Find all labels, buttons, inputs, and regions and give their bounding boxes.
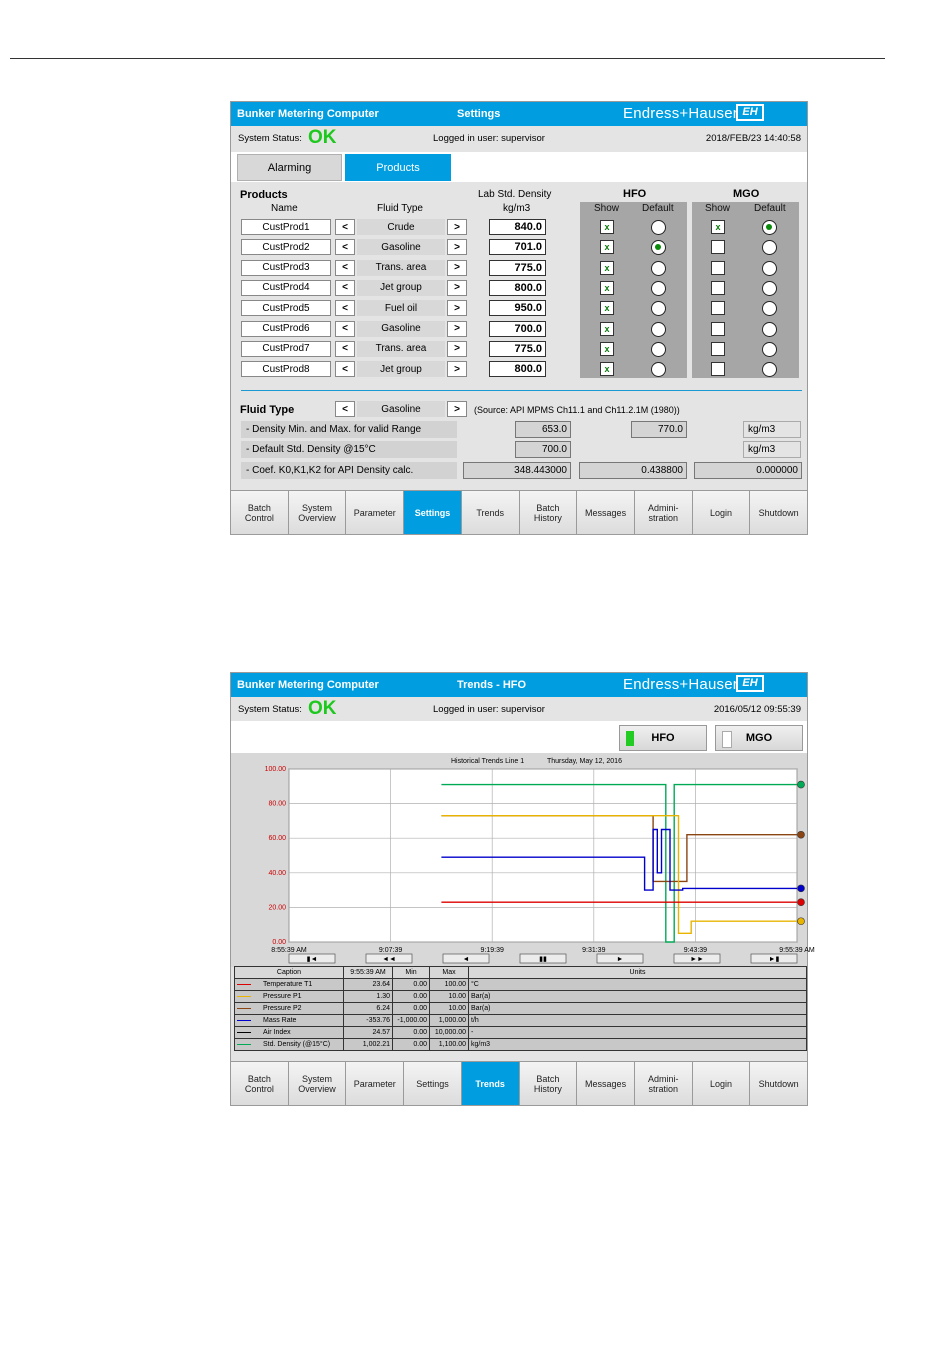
table-row — [235, 1039, 807, 1051]
default-density-unit: kg/m3 — [743, 441, 801, 458]
fluid-prev-button[interactable]: < — [335, 280, 355, 296]
product-name-field[interactable]: CustProd5 — [241, 300, 331, 316]
screen-title: Trends - HFO — [457, 679, 527, 691]
trend-min: 0.00 — [393, 1003, 430, 1015]
chart-title: Historical Trends Line 1 — [451, 758, 525, 765]
density-min-value: 653.0 — [515, 421, 571, 438]
x-tick-label: 9:07:39 — [378, 947, 403, 954]
trend-min: 0.00 — [393, 1027, 430, 1039]
playback-control-icon: ◄ — [462, 956, 470, 963]
trend-current-value: 23.64 — [344, 979, 393, 991]
coef-k1-value: 0.438800 — [579, 462, 687, 479]
fluid-type-value: Crude — [357, 219, 445, 235]
logged-in-user: Logged in user: supervisor — [433, 133, 545, 144]
lab-density-column-header: Lab Std. Density — [478, 189, 552, 200]
trend-min: -1,000.00 — [393, 1015, 430, 1027]
x-tick-label: 9:31:39 — [582, 947, 606, 954]
hfo-group-header: HFO — [623, 188, 647, 200]
series-end-marker — [798, 918, 805, 925]
min-header: Min — [393, 967, 430, 979]
max-header: Max — [430, 967, 469, 979]
default-density-label: - Default Std. Density @15°C — [241, 441, 457, 458]
hfo-default-radio[interactable] — [651, 261, 666, 276]
fluid-prev-button[interactable]: < — [335, 239, 355, 255]
nav-systemoverview-button[interactable]: System Overview — [289, 491, 347, 534]
caption-header: Caption — [235, 967, 344, 979]
series-color-swatch — [237, 1008, 251, 1009]
tab-strip — [231, 152, 807, 182]
product-name-field[interactable]: CustProd8 — [241, 361, 331, 377]
trend-max: 10,000.00 — [430, 1027, 469, 1039]
nav-administration-button[interactable]: Admini- stration — [635, 491, 693, 534]
mgo-show-checkbox[interactable] — [711, 301, 725, 315]
mgo-default-radio[interactable] — [762, 261, 777, 276]
mgo-button[interactable] — [715, 725, 803, 751]
trend-unit: Bar(a) — [469, 991, 807, 1003]
bottom-nav — [231, 1061, 807, 1105]
playback-control-icon: ▮▮ — [539, 956, 547, 963]
mgo-show-checkbox[interactable]: x — [711, 220, 725, 234]
fluid-type-value: Trans. area — [357, 260, 445, 276]
mgo-default-radio[interactable] — [762, 362, 777, 377]
playback-control-icon: ►► — [690, 956, 704, 963]
hfo-show-checkbox[interactable]: x — [600, 301, 614, 315]
eh-logo-icon: EH — [736, 104, 764, 121]
trend-current-value: 6.24 — [344, 1003, 393, 1015]
table-row — [235, 979, 807, 991]
trend-caption — [235, 1003, 344, 1015]
playback-control-icon: ▮◄ — [306, 956, 318, 963]
nav-batchhistory-button[interactable]: Batch History — [520, 1062, 578, 1105]
units-header: Units — [469, 967, 807, 979]
hfo-show-checkbox[interactable]: x — [600, 240, 614, 254]
status-label: System Status: — [238, 133, 302, 144]
hfo-button[interactable] — [619, 725, 707, 751]
series-color-swatch — [237, 1032, 251, 1033]
value-header: 9:55:39 AM — [344, 967, 393, 979]
mgo-show-checkbox[interactable] — [711, 281, 725, 295]
status-badge: OK — [308, 698, 337, 719]
trend-unit: kg/m3 — [469, 1039, 807, 1051]
app-title: Bunker Metering Computer — [237, 108, 379, 120]
fluid-next-button[interactable]: > — [447, 341, 467, 357]
fluid-next-button[interactable]: > — [447, 260, 467, 276]
density-max-value: 770.0 — [631, 421, 687, 438]
name-column-header: Name — [271, 203, 298, 214]
nav-messages-button[interactable]: Messages — [577, 1062, 635, 1105]
chart-subtitle: Thursday, May 12, 2016 — [547, 758, 622, 765]
trend-max: 10.00 — [430, 1003, 469, 1015]
table-header-row — [235, 967, 807, 979]
nav-parameter-button[interactable]: Parameter — [346, 491, 404, 534]
trend-unit: t/h — [469, 1015, 807, 1027]
trend-data-table — [234, 966, 807, 1051]
nav-administration-button[interactable]: Admini- stration — [635, 1062, 693, 1105]
trend-chart — [231, 753, 815, 967]
mgo-default-radio[interactable] — [762, 342, 777, 357]
fluid-next-button[interactable]: > — [447, 239, 467, 255]
trend-chart-area — [231, 753, 815, 967]
fluid-type-prev-button[interactable]: < — [335, 401, 355, 417]
trend-max: 1,100.00 — [430, 1039, 469, 1051]
trend-caption-text: Temperature T1 — [263, 981, 313, 988]
default-density-value: 700.0 — [515, 441, 571, 458]
coef-k0-value: 348.443000 — [463, 462, 571, 479]
mgo-default-header: Default — [754, 203, 786, 214]
nav-login-button[interactable]: Login — [693, 491, 751, 534]
mgo-indicator-icon — [722, 731, 732, 748]
lab-density-field[interactable]: 775.0 — [489, 341, 546, 357]
logged-in-user: Logged in user: supervisor — [433, 704, 545, 715]
hfo-default-radio[interactable] — [651, 322, 666, 337]
hfo-default-radio[interactable] — [651, 220, 666, 235]
product-name-field[interactable]: CustProd7 — [241, 341, 331, 357]
trend-caption-text: Mass Rate — [263, 1017, 297, 1024]
hfo-group — [580, 202, 687, 378]
series-color-swatch — [237, 1020, 251, 1021]
lab-density-field[interactable]: 800.0 — [489, 280, 546, 296]
fluid-next-button[interactable]: > — [447, 280, 467, 296]
mgo-show-header: Show — [705, 203, 731, 214]
hfo-default-radio[interactable] — [651, 342, 666, 357]
status-bar — [231, 126, 807, 150]
hfo-default-radio[interactable] — [651, 362, 666, 377]
nav-parameter-button[interactable]: Parameter — [346, 1062, 404, 1105]
trend-caption — [235, 991, 344, 1003]
nav-batchhistory-button[interactable]: Batch History — [520, 491, 578, 534]
hfo-show-checkbox[interactable]: x — [600, 261, 614, 275]
mgo-default-radio[interactable] — [762, 220, 777, 235]
fluid-type-value: Gasoline — [357, 321, 445, 337]
mgo-show-checkbox[interactable] — [711, 261, 725, 275]
table-row — [235, 1015, 807, 1027]
hfo-show-checkbox[interactable]: x — [600, 220, 614, 234]
trend-current-value: 1.30 — [344, 991, 393, 1003]
section-divider — [241, 390, 802, 391]
fluid-prev-button[interactable]: < — [335, 341, 355, 357]
plot-background — [289, 769, 797, 942]
y-tick-label: 40.00 — [268, 869, 286, 877]
product-name-field[interactable]: CustProd2 — [241, 239, 331, 255]
playback-control-icon: ► — [616, 956, 624, 963]
x-tick-label: 9:55:39 AM — [779, 947, 815, 954]
trend-current-value: 24.57 — [344, 1027, 393, 1039]
lab-density-field[interactable]: 700.0 — [489, 321, 546, 337]
trends-screen — [230, 672, 815, 1106]
trend-min: 0.00 — [393, 979, 430, 991]
hfo-show-checkbox[interactable]: x — [600, 362, 614, 376]
mgo-button-label: MGO — [745, 732, 773, 744]
tab-alarming[interactable]: Alarming — [237, 154, 342, 181]
trend-unit: - — [469, 1027, 807, 1039]
tab-products[interactable]: Products — [345, 154, 451, 181]
eh-logo-icon: EH — [736, 675, 764, 692]
trend-min: 0.00 — [393, 1039, 430, 1051]
settings-screen — [230, 101, 808, 535]
fluid-type-value: Jet group — [357, 280, 445, 296]
mgo-show-checkbox[interactable] — [711, 342, 725, 356]
app-title: Bunker Metering Computer — [237, 679, 379, 691]
trend-caption — [235, 1039, 344, 1051]
series-color-swatch — [237, 996, 251, 997]
y-tick-label: 0.00 — [272, 939, 286, 946]
series-color-swatch — [237, 1044, 251, 1045]
product-name-field[interactable]: CustProd6 — [241, 321, 331, 337]
nav-batchcontrol-button[interactable]: Batch Control — [231, 1062, 289, 1105]
trend-min: 0.00 — [393, 991, 430, 1003]
fluid-prev-button[interactable]: < — [335, 260, 355, 276]
api-coef-label: - Coef. K0,K1,K2 for API Density calc. — [241, 462, 457, 479]
fluid-type-next-button[interactable]: > — [447, 401, 467, 417]
trend-current-value: 1,002.21 — [344, 1039, 393, 1051]
density-range-unit: kg/m3 — [743, 421, 801, 438]
nav-login-button[interactable]: Login — [693, 1062, 751, 1105]
hfo-show-checkbox[interactable]: x — [600, 342, 614, 356]
lab-density-field[interactable]: 840.0 — [489, 219, 546, 235]
series-end-marker — [798, 899, 805, 906]
x-tick-label: 9:43:39 — [683, 947, 708, 954]
series-end-marker — [798, 781, 805, 788]
hfo-show-checkbox[interactable]: x — [600, 322, 614, 336]
y-tick-label: 80.00 — [268, 800, 286, 808]
playback-control-icon: ►▮ — [768, 956, 780, 963]
status-badge: OK — [308, 127, 337, 148]
mgo-default-radio[interactable] — [762, 281, 777, 296]
table-row — [235, 1027, 807, 1039]
nav-trends-button[interactable]: Trends — [462, 491, 520, 534]
y-tick-label: 20.00 — [268, 904, 286, 912]
table-row — [235, 1003, 807, 1015]
fluid-prev-button[interactable]: < — [335, 219, 355, 235]
hfo-default-header: Default — [642, 203, 674, 214]
trend-current-value: -353.76 — [344, 1015, 393, 1027]
playback-control-icon: ◄◄ — [382, 956, 396, 963]
hfo-button-label: HFO — [651, 732, 675, 744]
trend-max: 1,000.00 — [430, 1015, 469, 1027]
screen-title: Settings — [457, 108, 501, 120]
mgo-show-checkbox[interactable] — [711, 240, 725, 254]
status-label: System Status: — [238, 704, 302, 715]
mgo-default-radio[interactable] — [762, 322, 777, 337]
trend-max: 10.00 — [430, 991, 469, 1003]
nav-messages-button[interactable]: Messages — [577, 491, 635, 534]
mgo-group-header: MGO — [733, 188, 760, 200]
fluid-next-button[interactable]: > — [447, 219, 467, 235]
nav-settings-button[interactable]: Settings — [404, 491, 462, 534]
title-bar — [231, 673, 807, 697]
trend-caption — [235, 1015, 344, 1027]
hfo-show-header: Show — [594, 203, 620, 214]
fluid-next-button[interactable]: > — [447, 300, 467, 316]
fluid-type-value: Trans. area — [357, 341, 445, 357]
trend-unit: Bar(a) — [469, 1003, 807, 1015]
series-end-marker — [798, 885, 805, 892]
mgo-group — [692, 202, 799, 378]
table-row — [235, 991, 807, 1003]
nav-systemoverview-button[interactable]: System Overview — [289, 1062, 347, 1105]
trend-caption-text: Pressure P2 — [263, 1005, 302, 1012]
datetime: 2016/05/12 09:55:39 — [713, 704, 801, 715]
products-heading: Products — [240, 189, 288, 201]
title-bar — [231, 102, 807, 126]
trend-unit: °C — [469, 979, 807, 991]
fluid-type-column-header: Fluid Type — [377, 203, 423, 214]
density-range-label: - Density Min. and Max. for valid Range — [241, 421, 457, 438]
series-color-swatch — [237, 984, 251, 985]
hfo-indicator-icon — [626, 731, 634, 746]
trend-max: 100.00 — [430, 979, 469, 991]
y-tick-label: 100.00 — [264, 766, 286, 773]
fluid-prev-button[interactable]: < — [335, 361, 355, 377]
fluid-prev-button[interactable]: < — [335, 300, 355, 316]
coef-k2-value: 0.000000 — [694, 462, 802, 479]
nav-batchcontrol-button[interactable]: Batch Control — [231, 491, 289, 534]
nav-settings-button[interactable]: Settings — [404, 1062, 462, 1105]
lab-density-field[interactable]: 800.0 — [489, 361, 546, 377]
product-name-field[interactable]: CustProd3 — [241, 260, 331, 276]
status-bar — [231, 697, 807, 721]
bottom-nav — [231, 490, 807, 534]
hfo-show-checkbox[interactable]: x — [600, 281, 614, 295]
trend-caption-text: Air Index — [263, 1029, 291, 1036]
density-unit-header: kg/m3 — [503, 203, 531, 214]
fluid-type-value: Gasoline — [357, 239, 445, 255]
series-end-marker — [798, 831, 805, 838]
fluid-type-value: Jet group — [357, 361, 445, 377]
x-tick-label: 9:19:39 — [480, 947, 504, 954]
fluid-next-button[interactable]: > — [447, 321, 467, 337]
nav-shutdown-button[interactable]: Shutdown — [750, 491, 807, 534]
fluid-type-selector: Gasoline — [357, 401, 445, 417]
fluid-source-note: (Source: API MPMS Ch11.1 and Ch11.2.1M (1980)) — [474, 405, 680, 415]
trend-caption-text: Std. Density (@15°C) — [263, 1041, 331, 1048]
datetime: 2018/FEB/23 14:40:58 — [705, 133, 801, 144]
fluid-next-button[interactable]: > — [447, 361, 467, 377]
trend-caption-text: Pressure P1 — [263, 993, 302, 1000]
fluid-type-value: Fuel oil — [357, 300, 445, 316]
lab-density-field[interactable]: 775.0 — [489, 260, 546, 276]
trend-caption — [235, 1027, 344, 1039]
fluid-prev-button[interactable]: < — [335, 321, 355, 337]
y-tick-label: 60.00 — [268, 835, 286, 843]
nav-shutdown-button[interactable]: Shutdown — [750, 1062, 807, 1105]
lab-density-field[interactable]: 950.0 — [489, 300, 546, 316]
nav-trends-button[interactable]: Trends — [462, 1062, 520, 1105]
mgo-show-checkbox[interactable] — [711, 362, 725, 376]
product-name-field[interactable]: CustProd4 — [241, 280, 331, 296]
fluid-type-label: Fluid Type — [240, 404, 295, 416]
x-tick-label: 8:55:39 AM — [271, 947, 307, 954]
brand-name: Endress+Hauser — [623, 676, 738, 693]
trend-caption — [235, 979, 344, 991]
page-top-rule — [10, 58, 885, 59]
product-name-field[interactable]: CustProd1 — [241, 219, 331, 235]
lab-density-field[interactable]: 701.0 — [489, 239, 546, 255]
brand-name: Endress+Hauser — [623, 105, 738, 122]
hfo-default-radio[interactable] — [651, 281, 666, 296]
mgo-show-checkbox[interactable] — [711, 322, 725, 336]
